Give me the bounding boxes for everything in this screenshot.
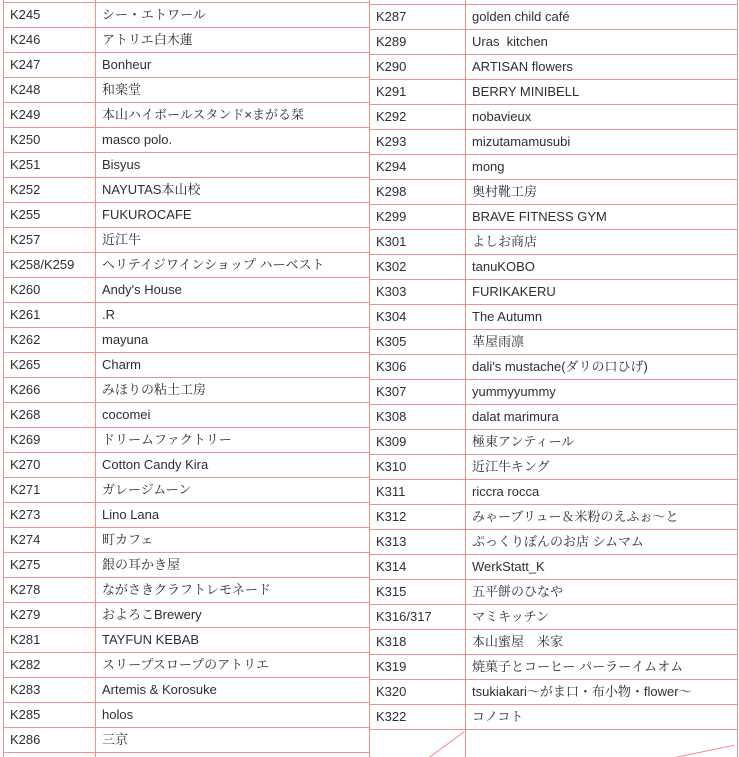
table-row bbox=[4, 203, 370, 228]
code-cell: K249 bbox=[4, 103, 96, 128]
code-cell: K314 bbox=[370, 555, 466, 580]
table-row bbox=[4, 628, 370, 653]
shop-name-cell: ARTISAN flowers bbox=[466, 55, 738, 80]
code-cell: K269 bbox=[4, 428, 96, 453]
shop-name-cell: ガレージムーン bbox=[96, 478, 370, 503]
code-cell: K261 bbox=[4, 303, 96, 328]
code-cell: K281 bbox=[4, 628, 96, 653]
shop-name-cell: 革屋雨凛 bbox=[466, 330, 738, 355]
shop-name-cell: golden child café bbox=[466, 5, 738, 30]
shop-name-cell: 本山ハイボールスタンド×まがる栞 bbox=[96, 103, 370, 128]
code-cell: K271 bbox=[4, 478, 96, 503]
table-row bbox=[4, 328, 370, 353]
shop-name-cell: 本山蜜屋 米家 bbox=[466, 630, 738, 655]
code-cell: K299 bbox=[370, 205, 466, 230]
shop-name-cell: BRAVE FITNESS GYM bbox=[466, 205, 738, 230]
shop-name-cell: Charm bbox=[96, 353, 370, 378]
shop-name-cell: NAYUTAS本山校 bbox=[96, 178, 370, 203]
shop-name-cell: アトリエ白木蓮 bbox=[96, 28, 370, 53]
code-cell: K268 bbox=[4, 403, 96, 428]
table-row bbox=[4, 678, 370, 703]
code-cell: K315 bbox=[370, 580, 466, 605]
code-cell: K290 bbox=[370, 55, 466, 80]
code-cell: K279 bbox=[4, 603, 96, 628]
partial-cell bbox=[96, 753, 370, 757]
shop-name-cell: nobavieux bbox=[466, 105, 738, 130]
shop-name-cell: masco polo. bbox=[96, 128, 370, 153]
table-row bbox=[4, 278, 370, 303]
shop-name-cell: mizutamamusubi bbox=[466, 130, 738, 155]
code-cell: K291 bbox=[370, 80, 466, 105]
table-row bbox=[4, 53, 370, 78]
table-row bbox=[370, 380, 738, 405]
table-row bbox=[370, 555, 738, 580]
shop-name-cell: コノコト bbox=[466, 705, 738, 730]
table-row bbox=[370, 130, 738, 155]
shop-name-cell: 五平餅のひなや bbox=[466, 580, 738, 605]
shop-name-cell: シー・エトワール bbox=[96, 3, 370, 28]
shop-name-cell: 極東アンティール bbox=[466, 430, 738, 455]
shop-name-cell: dalat marimura bbox=[466, 405, 738, 430]
table-row bbox=[4, 478, 370, 503]
table-row bbox=[370, 680, 738, 705]
table-row bbox=[4, 303, 370, 328]
code-cell: K302 bbox=[370, 255, 466, 280]
table-row bbox=[370, 280, 738, 305]
code-cell: K285 bbox=[4, 703, 96, 728]
table-row bbox=[370, 155, 738, 180]
code-cell: K247 bbox=[4, 53, 96, 78]
partial-cell bbox=[4, 753, 96, 757]
table-row bbox=[4, 128, 370, 153]
code-cell: K303 bbox=[370, 280, 466, 305]
table-row bbox=[4, 103, 370, 128]
code-cell: K283 bbox=[4, 678, 96, 703]
code-cell: K307 bbox=[370, 380, 466, 405]
table-row bbox=[4, 553, 370, 578]
code-cell: K322 bbox=[370, 705, 466, 730]
table-row bbox=[370, 205, 738, 230]
code-cell: K251 bbox=[4, 153, 96, 178]
shop-name-cell: Lino Lana bbox=[96, 503, 370, 528]
shop-name-cell: WerkStatt_K bbox=[466, 555, 738, 580]
shop-name-cell: Bonheur bbox=[96, 53, 370, 78]
shop-name-cell: 銀の耳かき屋 bbox=[96, 553, 370, 578]
code-cell: K304 bbox=[370, 305, 466, 330]
shop-name-cell: .R bbox=[96, 303, 370, 328]
diagonal-slash-icon bbox=[466, 730, 737, 757]
table-row bbox=[370, 180, 738, 205]
code-cell: K250 bbox=[4, 128, 96, 153]
code-cell: K310 bbox=[370, 455, 466, 480]
table-row bbox=[4, 3, 370, 28]
shop-name-cell: Bisyus bbox=[96, 153, 370, 178]
shop-name-cell: mong bbox=[466, 155, 738, 180]
shop-name-cell: 焼菓子とコーヒー パーラーイムオム bbox=[466, 655, 738, 680]
table-row bbox=[4, 353, 370, 378]
table-row bbox=[4, 403, 370, 428]
code-cell: K308 bbox=[370, 405, 466, 430]
table-row bbox=[4, 703, 370, 728]
shop-name-cell: およろこBrewery bbox=[96, 603, 370, 628]
code-cell: K294 bbox=[370, 155, 466, 180]
shop-name-cell: Andy's House bbox=[96, 278, 370, 303]
code-cell: K320 bbox=[370, 680, 466, 705]
table-row bbox=[4, 428, 370, 453]
table-row bbox=[370, 230, 738, 255]
table-row bbox=[370, 630, 738, 655]
code-cell: K312 bbox=[370, 505, 466, 530]
shop-name-cell: yummyyummy bbox=[466, 380, 738, 405]
code-cell: K245 bbox=[4, 3, 96, 28]
shop-name-cell: BERRY MINIBELL bbox=[466, 80, 738, 105]
code-cell: K316/317 bbox=[370, 605, 466, 630]
code-cell: K313 bbox=[370, 530, 466, 555]
table-row bbox=[4, 578, 370, 603]
code-cell: K262 bbox=[4, 328, 96, 353]
shop-name-cell: FUKUROCAFE bbox=[96, 203, 370, 228]
table-row bbox=[4, 253, 370, 278]
table-row bbox=[370, 605, 738, 630]
table-row bbox=[370, 80, 738, 105]
table-row bbox=[4, 178, 370, 203]
table-row bbox=[370, 55, 738, 80]
table-row bbox=[4, 503, 370, 528]
code-cell: K311 bbox=[370, 480, 466, 505]
vendor-table-left bbox=[3, 0, 370, 757]
shop-name-cell: スリープスロープのアトリエ bbox=[96, 653, 370, 678]
code-cell: K246 bbox=[4, 28, 96, 53]
table-row bbox=[370, 5, 738, 30]
table-row bbox=[4, 78, 370, 103]
table-row bbox=[4, 453, 370, 478]
code-cell: K286 bbox=[4, 728, 96, 753]
code-cell: K309 bbox=[370, 430, 466, 455]
shop-name-cell: Cotton Candy Kira bbox=[96, 453, 370, 478]
table-row bbox=[370, 505, 738, 530]
table-row bbox=[370, 330, 738, 355]
table-row bbox=[4, 528, 370, 553]
table-row bbox=[370, 655, 738, 680]
shop-name-cell: よしお商店 bbox=[466, 230, 738, 255]
table-row bbox=[370, 705, 738, 730]
code-cell: K275 bbox=[4, 553, 96, 578]
shop-name-cell: みゃーブリュー＆米粉のえふぉ～と bbox=[466, 505, 738, 530]
diagonal-slash-icon bbox=[370, 730, 465, 757]
partial-row-bottom bbox=[4, 753, 370, 757]
table-row bbox=[4, 728, 370, 753]
shop-name-cell: Uras kitchen bbox=[466, 30, 738, 55]
table-row bbox=[4, 228, 370, 253]
table-row bbox=[4, 378, 370, 403]
shop-name-cell: 和楽堂 bbox=[96, 78, 370, 103]
crossed-code-cell bbox=[370, 730, 466, 757]
code-cell: K274 bbox=[4, 528, 96, 553]
code-cell: K319 bbox=[370, 655, 466, 680]
code-cell: K298 bbox=[370, 180, 466, 205]
code-cell: K265 bbox=[4, 353, 96, 378]
code-cell: K266 bbox=[4, 378, 96, 403]
code-cell: K278 bbox=[4, 578, 96, 603]
table-row bbox=[370, 305, 738, 330]
code-cell: K318 bbox=[370, 630, 466, 655]
code-cell: K282 bbox=[4, 653, 96, 678]
shop-name-cell: ながさきクラフトレモネード bbox=[96, 578, 370, 603]
shop-name-cell: 三京 bbox=[96, 728, 370, 753]
code-cell: K287 bbox=[370, 5, 466, 30]
table-row bbox=[370, 430, 738, 455]
code-cell: K248 bbox=[4, 78, 96, 103]
code-cell: K252 bbox=[4, 178, 96, 203]
shop-name-cell: FURIKAKERU bbox=[466, 280, 738, 305]
code-cell: K306 bbox=[370, 355, 466, 380]
shop-name-cell: みほりの粘土工房 bbox=[96, 378, 370, 403]
shop-name-cell: 近江牛 bbox=[96, 228, 370, 253]
table-row bbox=[4, 153, 370, 178]
table-row bbox=[370, 580, 738, 605]
code-cell: K257 bbox=[4, 228, 96, 253]
shop-name-cell: 奥村靴工房 bbox=[466, 180, 738, 205]
shop-name-cell: cocomei bbox=[96, 403, 370, 428]
shop-name-cell: 近江牛キング bbox=[466, 455, 738, 480]
shop-name-cell: TAYFUN KEBAB bbox=[96, 628, 370, 653]
code-cell: K289 bbox=[370, 30, 466, 55]
code-cell: K305 bbox=[370, 330, 466, 355]
code-cell: K273 bbox=[4, 503, 96, 528]
code-cell: K293 bbox=[370, 130, 466, 155]
table-row bbox=[370, 530, 738, 555]
shop-name-cell: holos bbox=[96, 703, 370, 728]
code-cell: K258/K259 bbox=[4, 253, 96, 278]
shop-name-cell: ヘリテイジワインショップ ハーベスト bbox=[96, 253, 370, 278]
shop-name-cell: The Autumn bbox=[466, 305, 738, 330]
table-row bbox=[370, 355, 738, 380]
shop-name-cell: マミキッチン bbox=[466, 605, 738, 630]
table-row bbox=[370, 405, 738, 430]
code-cell: K301 bbox=[370, 230, 466, 255]
shop-name-cell: 町カフェ bbox=[96, 528, 370, 553]
table-row bbox=[370, 105, 738, 130]
shop-name-cell: riccra rocca bbox=[466, 480, 738, 505]
code-cell: K270 bbox=[4, 453, 96, 478]
shop-name-cell: ぷっくりぼんのお店 シムマム bbox=[466, 530, 738, 555]
code-cell: K260 bbox=[4, 278, 96, 303]
empty-crossed-row bbox=[370, 730, 738, 757]
shop-name-cell: ドリームファクトリー bbox=[96, 428, 370, 453]
code-cell: K255 bbox=[4, 203, 96, 228]
shop-name-cell: Artemis & Korosuke bbox=[96, 678, 370, 703]
vendor-table-right bbox=[369, 0, 738, 757]
table-row bbox=[4, 603, 370, 628]
table-row bbox=[370, 480, 738, 505]
shop-name-cell: tanuKOBO bbox=[466, 255, 738, 280]
table-row bbox=[370, 30, 738, 55]
code-cell: K292 bbox=[370, 105, 466, 130]
shop-name-cell: mayuna bbox=[96, 328, 370, 353]
shop-name-cell: tsukiakari～がま口・布小物・flower～ bbox=[466, 680, 738, 705]
crossed-name-cell bbox=[466, 730, 738, 757]
table-row bbox=[370, 255, 738, 280]
table-row bbox=[4, 28, 370, 53]
table-row bbox=[4, 653, 370, 678]
shop-name-cell: dali's mustache(ダリの口ひげ) bbox=[466, 355, 738, 380]
table-row bbox=[370, 455, 738, 480]
